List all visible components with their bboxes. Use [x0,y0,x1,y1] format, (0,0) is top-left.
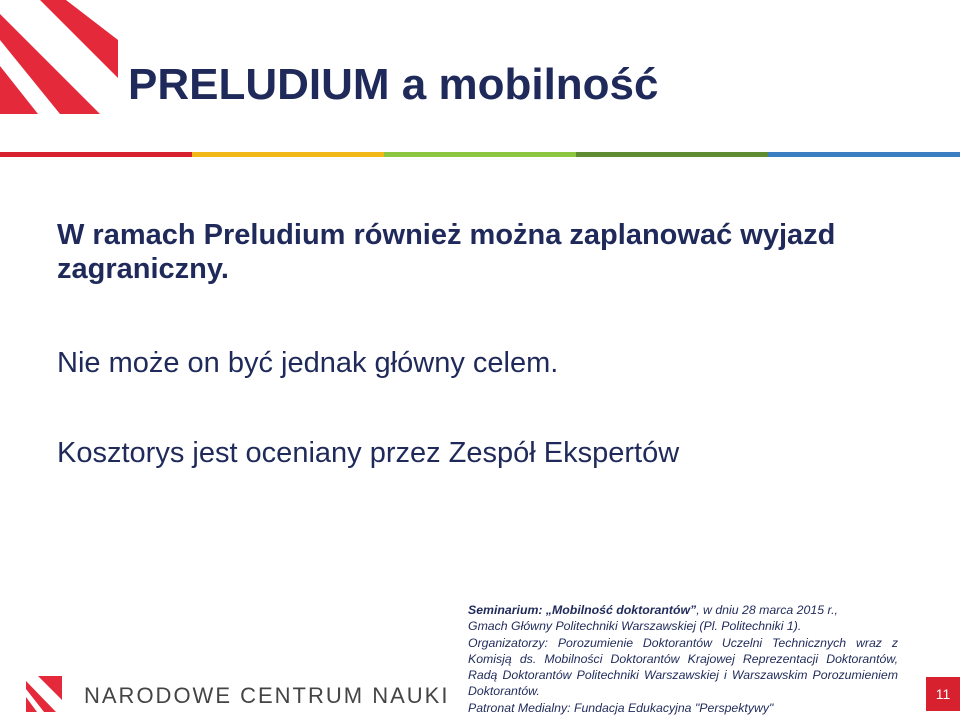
bullet-text-2: Nie może on być jednak główny celem. [57,347,559,379]
seminar-info [468,602,898,716]
ncn-small-logo-icon [26,676,62,712]
seminar-label: Seminarium: [468,603,543,617]
page-number: 11 [926,677,960,711]
ncn-logo-icon [0,0,118,114]
page-title: PRELUDIUM a mobilność [128,60,659,109]
seminar-patron: Patronat Medialny: Fundacja Edukacyjna "Perspektywy" [468,700,774,715]
color-stripe [0,152,960,157]
seminar-organizers: Organizatorzy: Porozumienie Doktorantów Uczelni Technicznych wraz z Komisją ds. Mobilności Doktorantów Krajowej Reprezentacji Doktorantów, Radą Doktorantów Politechniki Warszawskiej i Warszawskim Porozumieniem Doktorantów. [468,635,898,699]
seminar-date: , w dniu 28 marca 2015 r., [696,603,838,617]
seminar-title: „Mobilność doktorantów” [545,603,697,617]
bullet-text-3: Kosztorys jest oceniany przez Zespół Ekspertów [57,437,680,469]
slide-body [57,218,937,470]
seminar-place: Gmach Główny Politechniki Warszawskiej (Pl. Politechniki 1). [468,619,802,634]
bullet-text-1: W ramach Preludium również można zaplanować wyjazd zagraniczny. [57,219,836,285]
organization-name: NARODOWE CENTRUM NAUKI [84,683,450,708]
